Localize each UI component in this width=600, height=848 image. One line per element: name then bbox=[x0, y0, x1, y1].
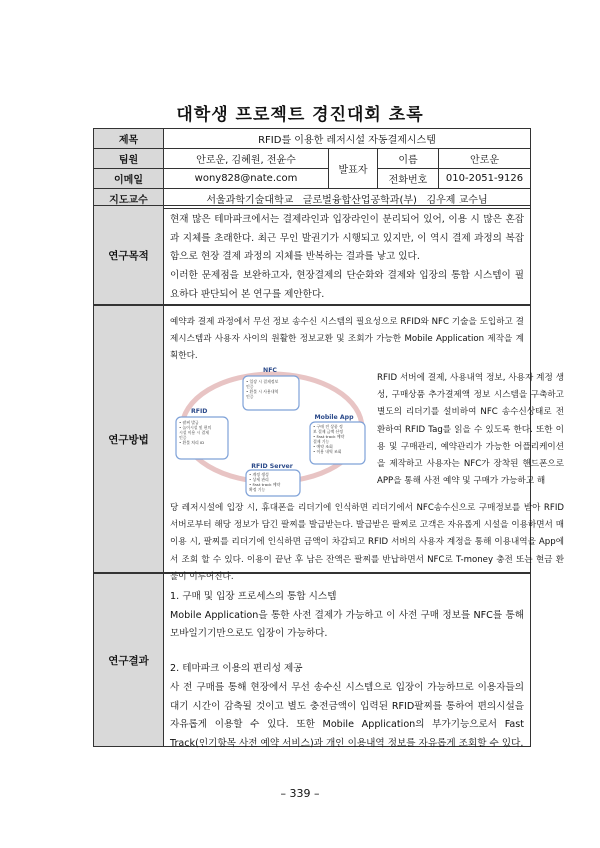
mobile-item: 결제 기능 bbox=[313, 439, 330, 444]
email-label: 이메일 bbox=[94, 169, 164, 189]
rfid-item: • 환불 처리 ID bbox=[179, 440, 205, 445]
email-value: wony828@nate.com bbox=[164, 169, 329, 189]
server-item: • Fast track 예약 bbox=[249, 482, 281, 487]
team-value: 안로운, 김혜원, 전윤수 bbox=[164, 149, 329, 169]
result-body bbox=[170, 588, 524, 754]
rfid-item: • 팔찌 발급 bbox=[179, 420, 199, 425]
rfid-node-label: RFID bbox=[191, 408, 208, 415]
document-title: 대학생 프로젝트 경진대회 초록 bbox=[176, 105, 424, 125]
mobile-node-label: Mobile App bbox=[314, 414, 354, 421]
nfc-item: 인증 bbox=[246, 384, 254, 389]
nfc-node-label: NFC bbox=[263, 367, 277, 374]
purpose-section bbox=[93, 205, 531, 305]
presenter-label: 발표자 bbox=[329, 149, 378, 189]
mobile-item: • 예약 조회 bbox=[313, 444, 333, 449]
advisor-value: 서울과학기술대학교 글로벌융합산업공학과(부) 김우제 교수님 bbox=[164, 189, 531, 209]
rfid-item: 인증 bbox=[179, 435, 187, 440]
nfc-item: • 입장 시 결제정보 bbox=[246, 379, 279, 384]
server-item: 확정 기능 bbox=[249, 487, 266, 492]
system-diagram bbox=[170, 356, 370, 498]
rfid-item: • 놀이시설 및 편의 bbox=[179, 425, 212, 430]
server-item: • 계정 생성 bbox=[249, 472, 269, 477]
purpose-para-1: 현재 많은 테마파크에서는 결제라인과 입장라인이 분리되어 있어, 이용 시 많은 혼잡과 지체를 초래한다. 최근 무인 발권기가 시행되고 있지만, 이 역시 결제 과정의 복잡함으로 현장 결제 과정의 지체를 반복하는 결과를 낳고 있다. bbox=[170, 214, 524, 263]
purpose-label: 연구목적 bbox=[94, 206, 164, 304]
mobile-item: • Fast track 예약 bbox=[313, 434, 345, 439]
page-number: – 339 – bbox=[280, 787, 320, 800]
subject-label: 제목 bbox=[94, 129, 164, 149]
team-label: 팀원 bbox=[94, 149, 164, 169]
phone-value: 010-2051-9126 bbox=[439, 169, 531, 189]
purpose-body bbox=[170, 211, 524, 305]
mobile-item: 보 결제 금액 산정 bbox=[313, 429, 344, 434]
rfid-item: 시설 이용 시 결제 bbox=[179, 430, 210, 435]
result-heading-2: 2. 테마파크 이용의 편리성 제공 bbox=[170, 663, 303, 675]
result-heading-1: 1. 구매 및 입장 프로세스의 통합 시스템 bbox=[170, 591, 337, 602]
nfc-item: 인증 bbox=[246, 394, 254, 399]
mobile-item: • 이용 내역 조회 bbox=[313, 449, 342, 454]
info-table bbox=[93, 128, 531, 209]
result-section bbox=[93, 573, 531, 747]
nfc-item: • 환불 시 사용내역 bbox=[246, 389, 279, 394]
method-side-text: RFID 서버에 결제, 사용내역 정보, 사용자 계정 생성, 구매상품 추가결제액 정보 시스템을 구축하고 별도의 리더기를 설비하여 NFC 송수신상태로 전환하여 RFID Tag를 읽을 수 있도록 한다. 또한 이용 및 구매관리, 예약관리가 가능한 어플리케이션을 제작하고 사용자는 NFC가 장착된 핸드폰으로 APP을 통해 사전 예약 및 구매가 가능하고 해 bbox=[377, 373, 564, 487]
advisor-label: 지도교수 bbox=[94, 189, 164, 209]
result-para-2: 사 전 구매를 통해 현장에서 무선 송수신 시스템으로 입장이 가능하므로 이용자들의 대기 시간이 감축될 것이고 별도 충전금액이 입력된 RFID팔찌를 통하여 편의시설을 자유롭게 이용할 수 있다. 또한 Mobile Application의 부가기능으로서 Fast Track(인기항목 사전 예약 서비스)과 개인 이용내역 정보를 자유롭게 조회할 수 있다. bbox=[170, 681, 524, 749]
subject-value: RFID를 이용한 레저시설 자동결제시스템 bbox=[164, 129, 531, 149]
method-intro: 예약과 결제 과정에서 무선 정보 송수신 시스템의 필요성으로 RFID와 NFC 기술을 도입하고 결제시스템과 사용자 사이의 원활한 정보교환 및 조회가 가능한 Mobile Application 제작을 계획한다. bbox=[170, 317, 524, 362]
name-label: 이름 bbox=[378, 149, 439, 169]
result-label: 연구결과 bbox=[94, 574, 164, 746]
server-item: • 상세 관리 bbox=[249, 477, 269, 482]
method-below-text: 당 레저시설에 입장 시, 휴대폰을 리더기에 인식하면 리더기에서 NFC송수신으로 구매정보를 받아 RFID 서버로부터 해당 정보가 담긴 팔찌를 발급받는다. 발급받은 팔찌로 고객은 자유롭게 시설을 이용하면서 매 이용 시, 팔찌를 리더기에 인식하면 금액이 차감되고 RFID 서버의 사용자 계정을 통해 이용내역을 App에서 조회 할 수 있다. 이용이 끝난 후 남은 잔액은 팔찌를 반납하면서 NFC로 T-money 충전 또는 현금 환불이 이루어진다. bbox=[170, 503, 564, 582]
server-node-label: RFID Server bbox=[251, 463, 293, 470]
phone-label: 전화번호 bbox=[378, 169, 439, 189]
mobile-item: • 구매 전 상품 정 bbox=[313, 424, 343, 429]
purpose-para-2: 이러한 문제점을 보완하고자, 현장결제의 단순화와 결제와 입장의 통합 시스템이 필요하다 판단되어 본 연구를 제안한다. bbox=[170, 270, 524, 300]
result-para-1: Mobile Application을 통한 사전 결제가 가능하고 이 사전 구매 정보를 NFC를 통해 모바일기기만으로도 입장이 가능하다. bbox=[170, 609, 524, 640]
name-value: 안로운 bbox=[439, 149, 531, 169]
method-body bbox=[170, 314, 564, 582]
method-label: 연구방법 bbox=[94, 306, 164, 572]
method-section bbox=[93, 305, 564, 582]
